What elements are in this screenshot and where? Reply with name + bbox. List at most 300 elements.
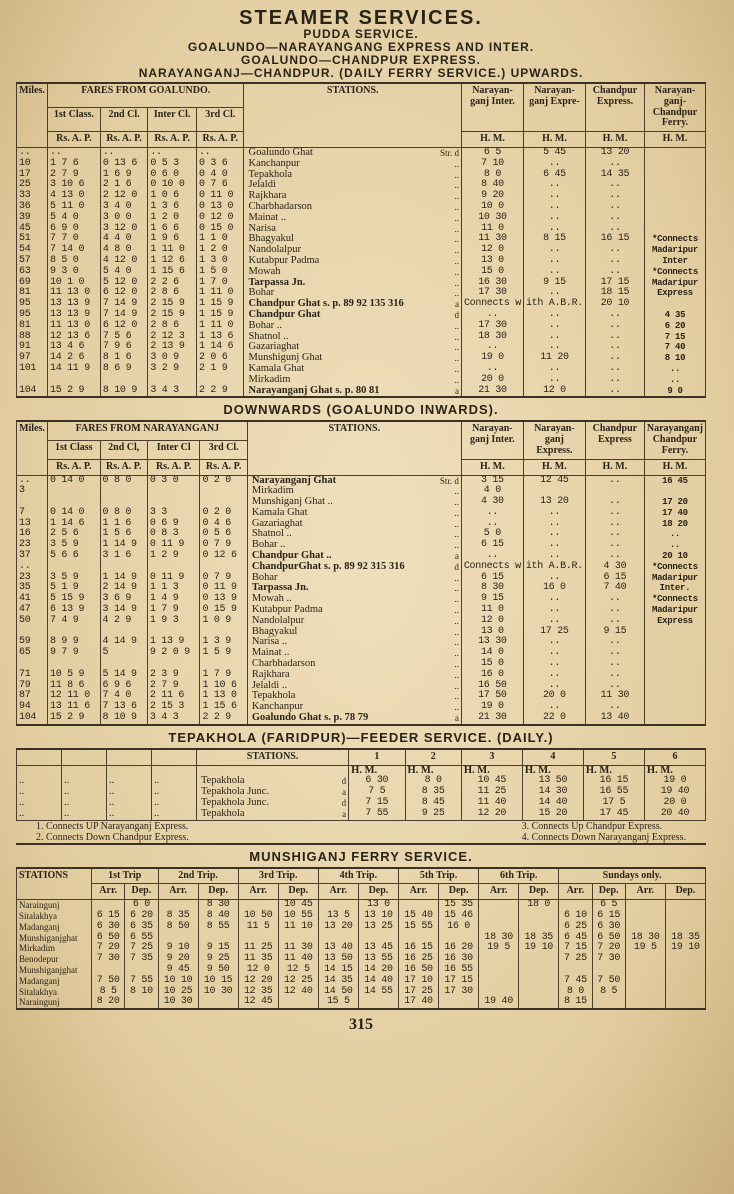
time-cell: 14 50 (318, 987, 358, 998)
fare-cell: 8 5 0 (48, 256, 101, 267)
time-cell (665, 922, 705, 933)
time-cell: .. (585, 681, 644, 692)
miles-cell: 25 (17, 180, 48, 191)
time-cell: 10 45 (461, 776, 522, 787)
fare-cell: 12 13 6 (48, 332, 101, 343)
time-cell: .. (461, 519, 523, 530)
dep-header: Dep. (665, 884, 705, 900)
time-cell (439, 997, 479, 1009)
time-cell: 15 0 (461, 267, 523, 278)
time-cell: 17 40 (644, 508, 705, 519)
fare-cell: 14 2 6 (48, 353, 101, 364)
fare-cell: 2 14 9 (100, 583, 147, 594)
trip-header: Sundays only. (559, 868, 706, 884)
arr-dep-mark: .. (434, 486, 462, 497)
time-cell: 17 30 (439, 987, 479, 998)
arr-dep-mark: .. (434, 170, 462, 181)
arr-dep-mark: .. (434, 245, 462, 256)
time-cell: 14 30 (522, 787, 583, 798)
time-cell (645, 224, 706, 235)
arr-dep-mark: .. (434, 202, 462, 213)
time-cell: 16 55 (583, 787, 644, 798)
time-cell (519, 911, 559, 922)
arr-dep-mark: d (332, 776, 348, 787)
time-cell: 16 15 (583, 776, 644, 787)
station-name: Naraingunj (17, 997, 92, 1009)
time-cell: Connects w (461, 562, 523, 573)
time-cell: .. (523, 508, 585, 519)
blank-cell: .. (152, 787, 197, 798)
time-cell: *Connects (645, 234, 706, 245)
fare-cell: 1 3 6 (148, 202, 197, 213)
time-cell: 19 40 (644, 787, 705, 798)
time-cell (625, 965, 665, 976)
time-cell: .. (585, 594, 644, 605)
fare-cell: .. (48, 147, 101, 158)
blank-cell: .. (107, 798, 152, 809)
time-cell: 13 10 (358, 911, 398, 922)
time-cell: 19 40 (479, 997, 519, 1009)
time-cell: 16 0 (523, 583, 585, 594)
time-cell: 13 0 (358, 900, 398, 911)
blank-header (17, 749, 62, 765)
time-cell (592, 997, 625, 1009)
fare-cell: 1 0 9 (200, 616, 247, 627)
blank-cell: .. (17, 798, 62, 809)
fare-cell: 15 2 9 (48, 713, 101, 725)
fare-cell: 2 3 9 (147, 670, 200, 681)
time-cell: .. (523, 605, 585, 616)
fare-cell: 1 5 6 (100, 529, 147, 540)
miles-cell: 87 (17, 691, 48, 702)
trip-col-header: 2 (405, 749, 461, 765)
time-cell (665, 997, 705, 1009)
fare-cell: 5 14 9 (100, 670, 147, 681)
time-cell (644, 702, 705, 713)
station-name: Benodepur (17, 954, 92, 965)
station-name: Mirkadim (17, 943, 92, 954)
time-cell (665, 900, 705, 911)
feeder-note: 2. Connects Down Chandpur Express. (36, 831, 189, 843)
station-name: Narayanganj Ghat s. p. 80 81 (244, 386, 434, 398)
time-cell: .. (523, 224, 585, 235)
fare-cell: 0 11 9 (147, 540, 200, 551)
fare-cell: 13 13 9 (48, 299, 101, 310)
time-cell: 18 30 (479, 933, 519, 944)
fare-cell: 0 14 0 (48, 475, 101, 486)
hm-label: H. M. (461, 765, 522, 776)
time-cell: 13 20 (586, 147, 645, 158)
time-cell: .. (523, 342, 585, 353)
time-cell: 15 55 (398, 922, 438, 933)
time-cell: 4 0 (461, 486, 523, 497)
table-row (17, 809, 706, 820)
dep-header: Dep. (439, 884, 479, 900)
miles-cell: 23 (17, 540, 48, 551)
time-cell (644, 637, 705, 648)
fare-cell: 10 1 0 (48, 278, 101, 289)
miles-cell: 104 (17, 713, 48, 725)
fare-cell: 0 7 9 (200, 540, 247, 551)
arr-header: Arr. (479, 884, 519, 900)
blank-header (152, 749, 197, 765)
station-name: Rajkhara (247, 670, 433, 681)
fare-cell: 1 7 9 (200, 670, 247, 681)
fare-cell: 1 7 6 (48, 159, 101, 170)
time-cell: 7 5 (349, 787, 405, 798)
fare-cell: 1 15 6 (200, 702, 247, 713)
time-cell: 7 35 (125, 954, 158, 965)
time-cell: 11 25 (461, 787, 522, 798)
miles-cell: 63 (17, 267, 48, 278)
fare-cell (100, 486, 147, 497)
service-header: Narayan-ganj Inter. (461, 421, 523, 459)
time-cell: 17 25 (398, 987, 438, 998)
station-name: Naraingunj (17, 900, 92, 911)
fare-cell: 1 2 0 (196, 245, 244, 256)
time-cell: 18 35 (519, 933, 559, 944)
time-cell: 13 50 (522, 776, 583, 787)
time-cell: .. (586, 256, 645, 267)
fare-cell: 1 1 0 (196, 234, 244, 245)
fare-cell: 1 2 0 (148, 213, 197, 224)
station-name: Bhagyakul (247, 627, 433, 638)
fare-cell: 0 5 6 (200, 529, 247, 540)
blank-cell: .. (152, 776, 197, 787)
time-cell: 10 30 (461, 213, 523, 224)
time-cell: .. (523, 213, 585, 224)
fare-cell: 6 9 6 (100, 681, 147, 692)
time-cell (479, 911, 519, 922)
fare-cell: 14 11 9 (48, 364, 101, 375)
fare-cell: 2 11 6 (147, 691, 200, 702)
time-cell (645, 202, 706, 213)
time-cell: 18 30 (461, 332, 523, 343)
time-cell: 10 25 (158, 987, 198, 998)
arr-header: Arr. (625, 884, 665, 900)
time-cell (519, 987, 559, 998)
time-cell: .. (586, 224, 645, 235)
arr-dep-mark: .. (434, 224, 462, 235)
time-cell (479, 954, 519, 965)
arr-dep-mark: .. (434, 616, 462, 627)
fare-cell: 2 1 9 (196, 364, 244, 375)
time-cell (665, 965, 705, 976)
fare-cell: 1 11 0 (196, 288, 244, 299)
fare-cell: 8 1 6 (100, 353, 148, 364)
miles-cell: 36 (17, 202, 48, 213)
time-cell: 9 20 (158, 954, 198, 965)
time-cell: .. (586, 353, 645, 364)
blank-header (107, 749, 152, 765)
time-cell: .. (585, 551, 644, 562)
time-cell: .. (585, 497, 644, 508)
fare-cell: 7 14 9 (100, 310, 148, 321)
fare-cell: 3 4 0 (100, 202, 148, 213)
table-row (17, 375, 706, 386)
fare-cell: 1 2 9 (147, 551, 200, 562)
time-cell: 16 50 (398, 965, 438, 976)
time-cell: 17 25 (523, 627, 585, 638)
time-cell: .. (523, 519, 585, 530)
fare-cell: 13 11 6 (48, 702, 101, 713)
fare-cell: 4 8 0 (100, 245, 148, 256)
fare-cell: 1 14 6 (196, 342, 244, 353)
blank-cell: .. (62, 798, 107, 809)
station-name: Bohar (247, 573, 433, 584)
arr-header: Arr. (158, 884, 198, 900)
table-row (17, 616, 706, 627)
station-name: Madanganj (17, 976, 92, 987)
time-cell: 16 30 (461, 278, 523, 289)
class-header: 2nd Cl, (100, 441, 147, 460)
time-cell: 12 0 (461, 616, 523, 627)
station-name: Tepakhola (244, 170, 434, 181)
station-name: Narisa .. (247, 637, 433, 648)
fare-cell: 0 2 0 (200, 475, 247, 486)
time-cell: .. (585, 648, 644, 659)
time-cell: 20 0 (461, 375, 523, 386)
time-cell (644, 691, 705, 702)
time-cell: 6 45 (559, 933, 592, 944)
service-header: Narayan-ganj Express. (523, 421, 585, 459)
time-cell: 17 20 (644, 497, 705, 508)
time-cell: 6 30 (92, 922, 125, 933)
fare-cell: 2 15 3 (147, 702, 200, 713)
unit-header: Rs. A. P. (100, 459, 147, 475)
time-cell: 6 15 (461, 540, 523, 551)
class-header: 1st Class (48, 441, 101, 460)
downwards-title: DOWNWARDS (GOALUNDO INWARDS). (223, 402, 499, 418)
time-cell (645, 170, 706, 181)
fare-cell (48, 486, 101, 497)
time-cell: 22 0 (523, 713, 585, 725)
time-cell: 6 20 (645, 321, 706, 332)
fare-cell: 7 7 0 (48, 234, 101, 245)
time-cell: 20 0 (523, 691, 585, 702)
time-cell: 11 40 (278, 954, 318, 965)
time-cell: 16 15 (586, 234, 645, 245)
time-cell: .. (523, 637, 585, 648)
time-cell: 19 0 (461, 702, 523, 713)
time-cell: 11 10 (278, 922, 318, 933)
time-cell: .. (586, 386, 645, 398)
time-cell: 13 40 (318, 943, 358, 954)
fare-cell: 1 6 6 (148, 224, 197, 235)
station-name: Tepakhola (197, 809, 333, 820)
fare-cell: 0 12 0 (196, 213, 244, 224)
fare-cell: 3 5 9 (48, 573, 101, 584)
time-cell: .. (523, 245, 585, 256)
fare-cell: 11 13 0 (48, 321, 101, 332)
station-name: Mowah .. (247, 594, 433, 605)
dep-header: Dep. (125, 884, 158, 900)
time-cell: 7 55 (125, 976, 158, 987)
time-cell: 14 35 (586, 170, 645, 181)
upwards-table (16, 82, 706, 398)
hm-header: H. M. (585, 459, 644, 475)
fare-cell: 9 7 9 (48, 648, 101, 659)
station-name: Nandolalpur (244, 245, 434, 256)
time-cell: *Connects (645, 267, 706, 278)
table-row (17, 364, 706, 375)
time-cell (644, 486, 705, 497)
time-cell: 15 5 (318, 997, 358, 1009)
fare-cell: 0 13 9 (200, 594, 247, 605)
fare-cell: 7 4 9 (48, 616, 101, 627)
fare-cell: 3 14 9 (100, 605, 147, 616)
time-cell: 17 10 (398, 976, 438, 987)
time-cell (625, 922, 665, 933)
feeder-note: 1. Connects UP Narayanganj Express. (36, 820, 189, 832)
time-cell: 17 15 (439, 976, 479, 987)
arr-dep-mark: .. (434, 159, 462, 170)
time-cell: .. (523, 551, 585, 562)
station-name: Jelaldi (244, 180, 434, 191)
fare-cell: 1 13 6 (196, 332, 244, 343)
miles-cell: 13 (17, 519, 48, 530)
time-cell: .. (585, 659, 644, 670)
timetable-page (16, 8, 706, 1034)
station-name: Narayanganj Ghat (247, 475, 433, 486)
station-name: Goalundo Ghat s. p. 78 79 (247, 713, 433, 725)
station-name: Charbhadarson (247, 659, 433, 670)
time-cell: 7 15 (645, 332, 706, 343)
time-cell: 11 0 (461, 605, 523, 616)
time-cell: 6 15 (92, 911, 125, 922)
time-cell: 12 45 (238, 997, 278, 1009)
page-subtitle: PUDDA SERVICE. (303, 27, 419, 41)
station-name: Munshiganj Ghat .. (247, 497, 433, 508)
fare-cell: 0 11 0 (196, 191, 244, 202)
miles-cell: 39 (17, 213, 48, 224)
fare-cell: 2 2 9 (200, 713, 247, 725)
hm-header: H. M. (523, 132, 585, 148)
time-cell (665, 976, 705, 987)
fare-cell: 2 7 9 (147, 681, 200, 692)
fare-cell: 7 5 6 (100, 332, 148, 343)
fare-cell: 9 3 0 (48, 267, 101, 278)
time-cell: 7 30 (92, 954, 125, 965)
fare-cell: 6 12 0 (100, 321, 148, 332)
time-cell: 15 0 (461, 659, 523, 670)
time-cell: .. (523, 616, 585, 627)
fare-cell: 9 2 0 9 (147, 648, 200, 659)
fare-cell: 1 11 0 (148, 245, 197, 256)
miles-cell: .. (17, 147, 48, 158)
time-cell: 6 25 (559, 922, 592, 933)
time-cell (358, 997, 398, 1009)
time-cell: 7 40 (645, 342, 706, 353)
fare-cell: 5 1 9 (48, 583, 101, 594)
blank-cell: .. (107, 776, 152, 787)
station-name: Gazariaghat (244, 342, 434, 353)
route-line-1: GOALUNDO—NARAYANGANG EXPRESS AND INTER. (187, 40, 535, 54)
fare-cell: 13 4 6 (48, 342, 101, 353)
time-cell: 8 35 (405, 787, 461, 798)
time-cell: .. (586, 202, 645, 213)
blank-cell: .. (107, 787, 152, 798)
fare-cell: 3 10 6 (48, 180, 101, 191)
station-name: Munshiganjghat (17, 965, 92, 976)
time-cell: 9 10 (158, 943, 198, 954)
blank-cell: .. (152, 798, 197, 809)
time-cell: .. (585, 508, 644, 519)
trip-col-header: 4 (522, 749, 583, 765)
time-cell (625, 954, 665, 965)
time-cell: 9 15 (461, 594, 523, 605)
fare-cell: 0 13 0 (196, 202, 244, 213)
table-row (17, 922, 706, 933)
fare-cell: 2 2 9 (196, 386, 244, 398)
time-cell: 12 25 (278, 976, 318, 987)
fare-cell: 1 1 6 (100, 519, 147, 530)
class-header: 1st Class. (48, 108, 101, 132)
fare-cell: 0 7 9 (200, 573, 247, 584)
time-cell: 19 0 (461, 353, 523, 364)
time-cell: Madaripur (644, 573, 705, 584)
time-cell: 9 15 (523, 278, 585, 289)
arr-dep-mark: a (434, 386, 462, 398)
arr-dep-mark: .. (434, 573, 462, 584)
fare-cell: 7 9 6 (100, 342, 148, 353)
unit-header: Rs. A. P. (100, 132, 148, 148)
time-cell: 7 50 (92, 976, 125, 987)
fare-cell: 0 14 0 (48, 508, 101, 519)
station-name: Kutabpur Padma (247, 605, 433, 616)
time-cell: 10 0 (461, 202, 523, 213)
fare-cell: 4 2 9 (100, 616, 147, 627)
time-cell: .. (461, 508, 523, 519)
miles-cell: 69 (17, 278, 48, 289)
time-cell: 6 45 (523, 170, 585, 181)
blank-cell: .. (152, 809, 197, 820)
station-name: Chandpur Ghat (244, 310, 434, 321)
blank-cell: .. (62, 787, 107, 798)
arr-dep-mark: .. (434, 353, 462, 364)
dep-header: Dep. (358, 884, 398, 900)
trip-col-header: 3 (461, 749, 522, 765)
miles-cell: 51 (17, 234, 48, 245)
fare-cell: 3 2 9 (148, 364, 197, 375)
fare-cell: 2 5 6 (48, 529, 101, 540)
time-cell: 5 45 (523, 147, 585, 158)
fare-cell: 6 9 0 (48, 224, 101, 235)
fare-cell: 3 1 6 (100, 551, 147, 562)
time-cell: 18 20 (644, 519, 705, 530)
time-cell: .. (586, 180, 645, 191)
time-cell: 10 30 (158, 997, 198, 1009)
arr-dep-mark: .. (434, 540, 462, 551)
trip-header: 1st Trip (92, 868, 159, 884)
trip-col-header: 1 (349, 749, 405, 765)
station-name: Mainat .. (247, 648, 433, 659)
time-cell: .. (523, 256, 585, 267)
time-cell (625, 900, 665, 911)
time-cell: .. (585, 540, 644, 551)
time-cell (625, 997, 665, 1009)
blank-cell: .. (107, 809, 152, 820)
arr-dep-mark: .. (434, 375, 462, 386)
time-cell (645, 299, 706, 310)
fare-cell: 1 14 9 (100, 573, 147, 584)
class-header: 3rd Cl. (200, 441, 247, 460)
station-name: Bhagyakul (244, 234, 434, 245)
table-row (17, 321, 706, 332)
fare-cell: 0 15 9 (200, 605, 247, 616)
fare-cell: 4 12 0 (100, 256, 148, 267)
arr-dep-mark: .. (434, 627, 462, 638)
